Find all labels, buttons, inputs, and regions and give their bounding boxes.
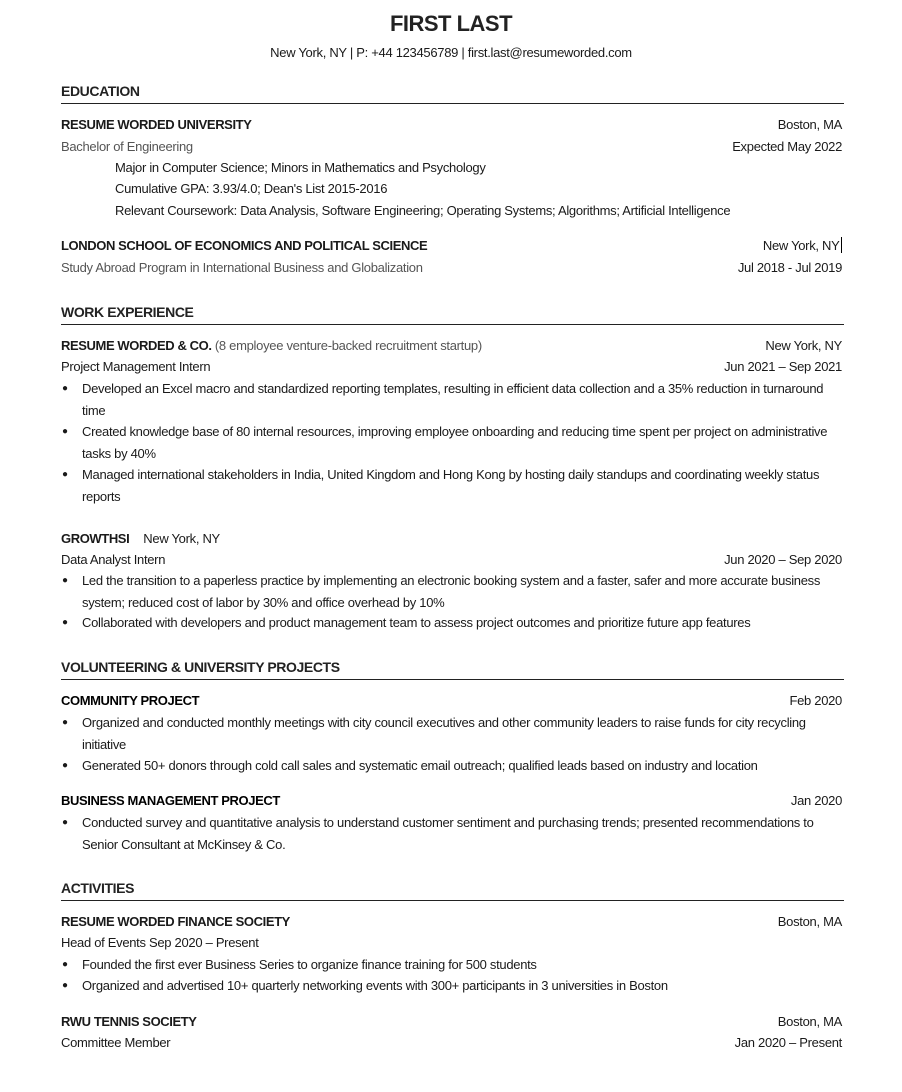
work-role: Data Analyst Intern bbox=[61, 552, 166, 567]
education-entry-2-header bbox=[61, 235, 842, 256]
work-date: Jun 2021 – Sep 2021 bbox=[724, 359, 842, 374]
education-degree: Bachelor of Engineering bbox=[61, 139, 193, 154]
education-org: RESUME WORDED UNIVERSITY bbox=[61, 117, 252, 132]
text-cursor bbox=[841, 237, 843, 253]
education-org: LONDON SCHOOL OF ECONOMICS AND POLITICAL SCIENCE bbox=[61, 238, 428, 253]
section-title-education: EDUCATION bbox=[61, 82, 844, 104]
activity-org: RWU TENNIS SOCIETY bbox=[61, 1014, 197, 1029]
activity-entry-1-header bbox=[61, 911, 842, 932]
project-date: Feb 2020 bbox=[789, 693, 842, 708]
bullet-item: ● Led the transition to a paperless practice by implementing an electronic booking system and a faster, safer and more accurate business system; reduced cost of labor by 30% and office overhead by 10% bbox=[82, 570, 842, 613]
bullet-item: ● Collaborated with developers and product management team to assess project outcomes and prioritize future app features bbox=[82, 612, 842, 634]
education-degree: Study Abroad Program in International Business and Globalization bbox=[61, 260, 423, 275]
activity-location: Boston, MA bbox=[777, 1014, 842, 1029]
education-detail: Cumulative GPA: 3.93/4.0; Dean's List 2015-2016 bbox=[115, 181, 388, 196]
project-name: BUSINESS MANAGEMENT PROJECT bbox=[61, 793, 280, 808]
bullet-item: ● Managed international stakeholders in India, United Kingdom and Hong Kong by hosting daily standups and coordinating weekly status reports bbox=[82, 464, 842, 507]
bullet-item: ● Developed an Excel macro and standardized reporting templates, resulting in efficient data collection and a 35% reduction in turnaround time bbox=[82, 378, 842, 421]
education-date: Jul 2018 - Jul 2019 bbox=[737, 260, 842, 275]
activities-section-header bbox=[61, 879, 844, 901]
work-location: New York, NY bbox=[765, 338, 842, 353]
volunteering-entry-2-header bbox=[61, 790, 842, 811]
education-entry-2-degree-row bbox=[61, 257, 842, 278]
activity-role: Head of Events Sep 2020 – Present bbox=[61, 935, 259, 950]
section-title-work: WORK EXPERIENCE bbox=[61, 303, 844, 325]
work-org-line bbox=[61, 528, 220, 549]
activity-role: Committee Member bbox=[61, 1035, 171, 1050]
education-entry-1-degree-row bbox=[61, 136, 842, 157]
education-detail: Relevant Coursework: Data Analysis, Software Engineering; Operating Systems; Algorithms; Artificial Intelligence bbox=[115, 203, 731, 218]
volunteering-entry-1-header bbox=[61, 690, 842, 711]
work-org: GROWTHSI bbox=[61, 531, 130, 546]
work-date: Jun 2020 – Sep 2020 bbox=[724, 552, 842, 567]
bullet-item: ● Generated 50+ donors through cold call sales and systematic email outreach; qualified leads based on industry and location bbox=[82, 755, 842, 777]
work-entry-2-role-row bbox=[61, 549, 842, 570]
bullet-item: ● Organized and advertised 10+ quarterly networking events with 300+ participants in 3 universities in Boston bbox=[82, 975, 842, 997]
activity-entry-2-role-row bbox=[61, 1032, 842, 1053]
activity-org: RESUME WORDED FINANCE SOCIETY bbox=[61, 914, 290, 929]
work-section-header bbox=[61, 303, 844, 325]
bullet-item: ● Created knowledge base of 80 internal resources, improving employee onboarding and reducing time spent per project on administrative tasks by 40% bbox=[82, 421, 842, 464]
bullet-item: ● Organized and conducted monthly meetings with city council executives and other community leaders to raise funds for city recycling initiative bbox=[82, 712, 842, 755]
contact-line: New York, NY | P: +44 123456789 | first.last@resumeworded.com bbox=[270, 45, 632, 60]
work-org-note: (8 employee venture-backed recruitment startup) bbox=[214, 338, 482, 353]
activity-entry-1-role-row bbox=[61, 932, 842, 953]
section-title-activities: ACTIVITIES bbox=[61, 879, 844, 901]
education-location: New York, NY bbox=[762, 238, 840, 253]
education-entry-1-header bbox=[61, 114, 842, 135]
activity-date: Jan 2020 – Present bbox=[734, 1035, 842, 1050]
work-org-line bbox=[61, 335, 482, 356]
work-role: Project Management Intern bbox=[61, 359, 211, 374]
work-org: RESUME WORDED & CO. bbox=[61, 338, 212, 353]
resume-name: FIRST LAST bbox=[389, 11, 513, 36]
education-date: Expected May 2022 bbox=[732, 139, 842, 154]
work-entry-1-header bbox=[61, 335, 842, 356]
bullet-item: ● Founded the first ever Business Series to organize finance training for 500 students bbox=[82, 954, 842, 976]
education-location-with-cursor bbox=[763, 235, 842, 256]
activity-entry-2-header bbox=[61, 1011, 842, 1032]
work-location: New York, NY bbox=[143, 531, 220, 546]
education-section-header bbox=[61, 82, 844, 104]
work-entry-1-role-row bbox=[61, 356, 842, 377]
project-name: COMMUNITY PROJECT bbox=[61, 693, 200, 708]
bullet-item: ● Conducted survey and quantitative analysis to understand customer sentiment and purchasing trends; presented recommendations to Senior Consultant at McKinsey & Co. bbox=[82, 812, 842, 855]
section-title-volunteering: VOLUNTEERING & UNIVERSITY PROJECTS bbox=[61, 658, 844, 680]
project-date: Jan 2020 bbox=[790, 793, 842, 808]
education-detail: Major in Computer Science; Minors in Mathematics and Psychology bbox=[115, 160, 486, 175]
activity-location: Boston, MA bbox=[777, 914, 842, 929]
work-entry-2-header bbox=[61, 528, 842, 549]
volunteering-section-header bbox=[61, 658, 844, 680]
education-location: Boston, MA bbox=[777, 117, 842, 132]
